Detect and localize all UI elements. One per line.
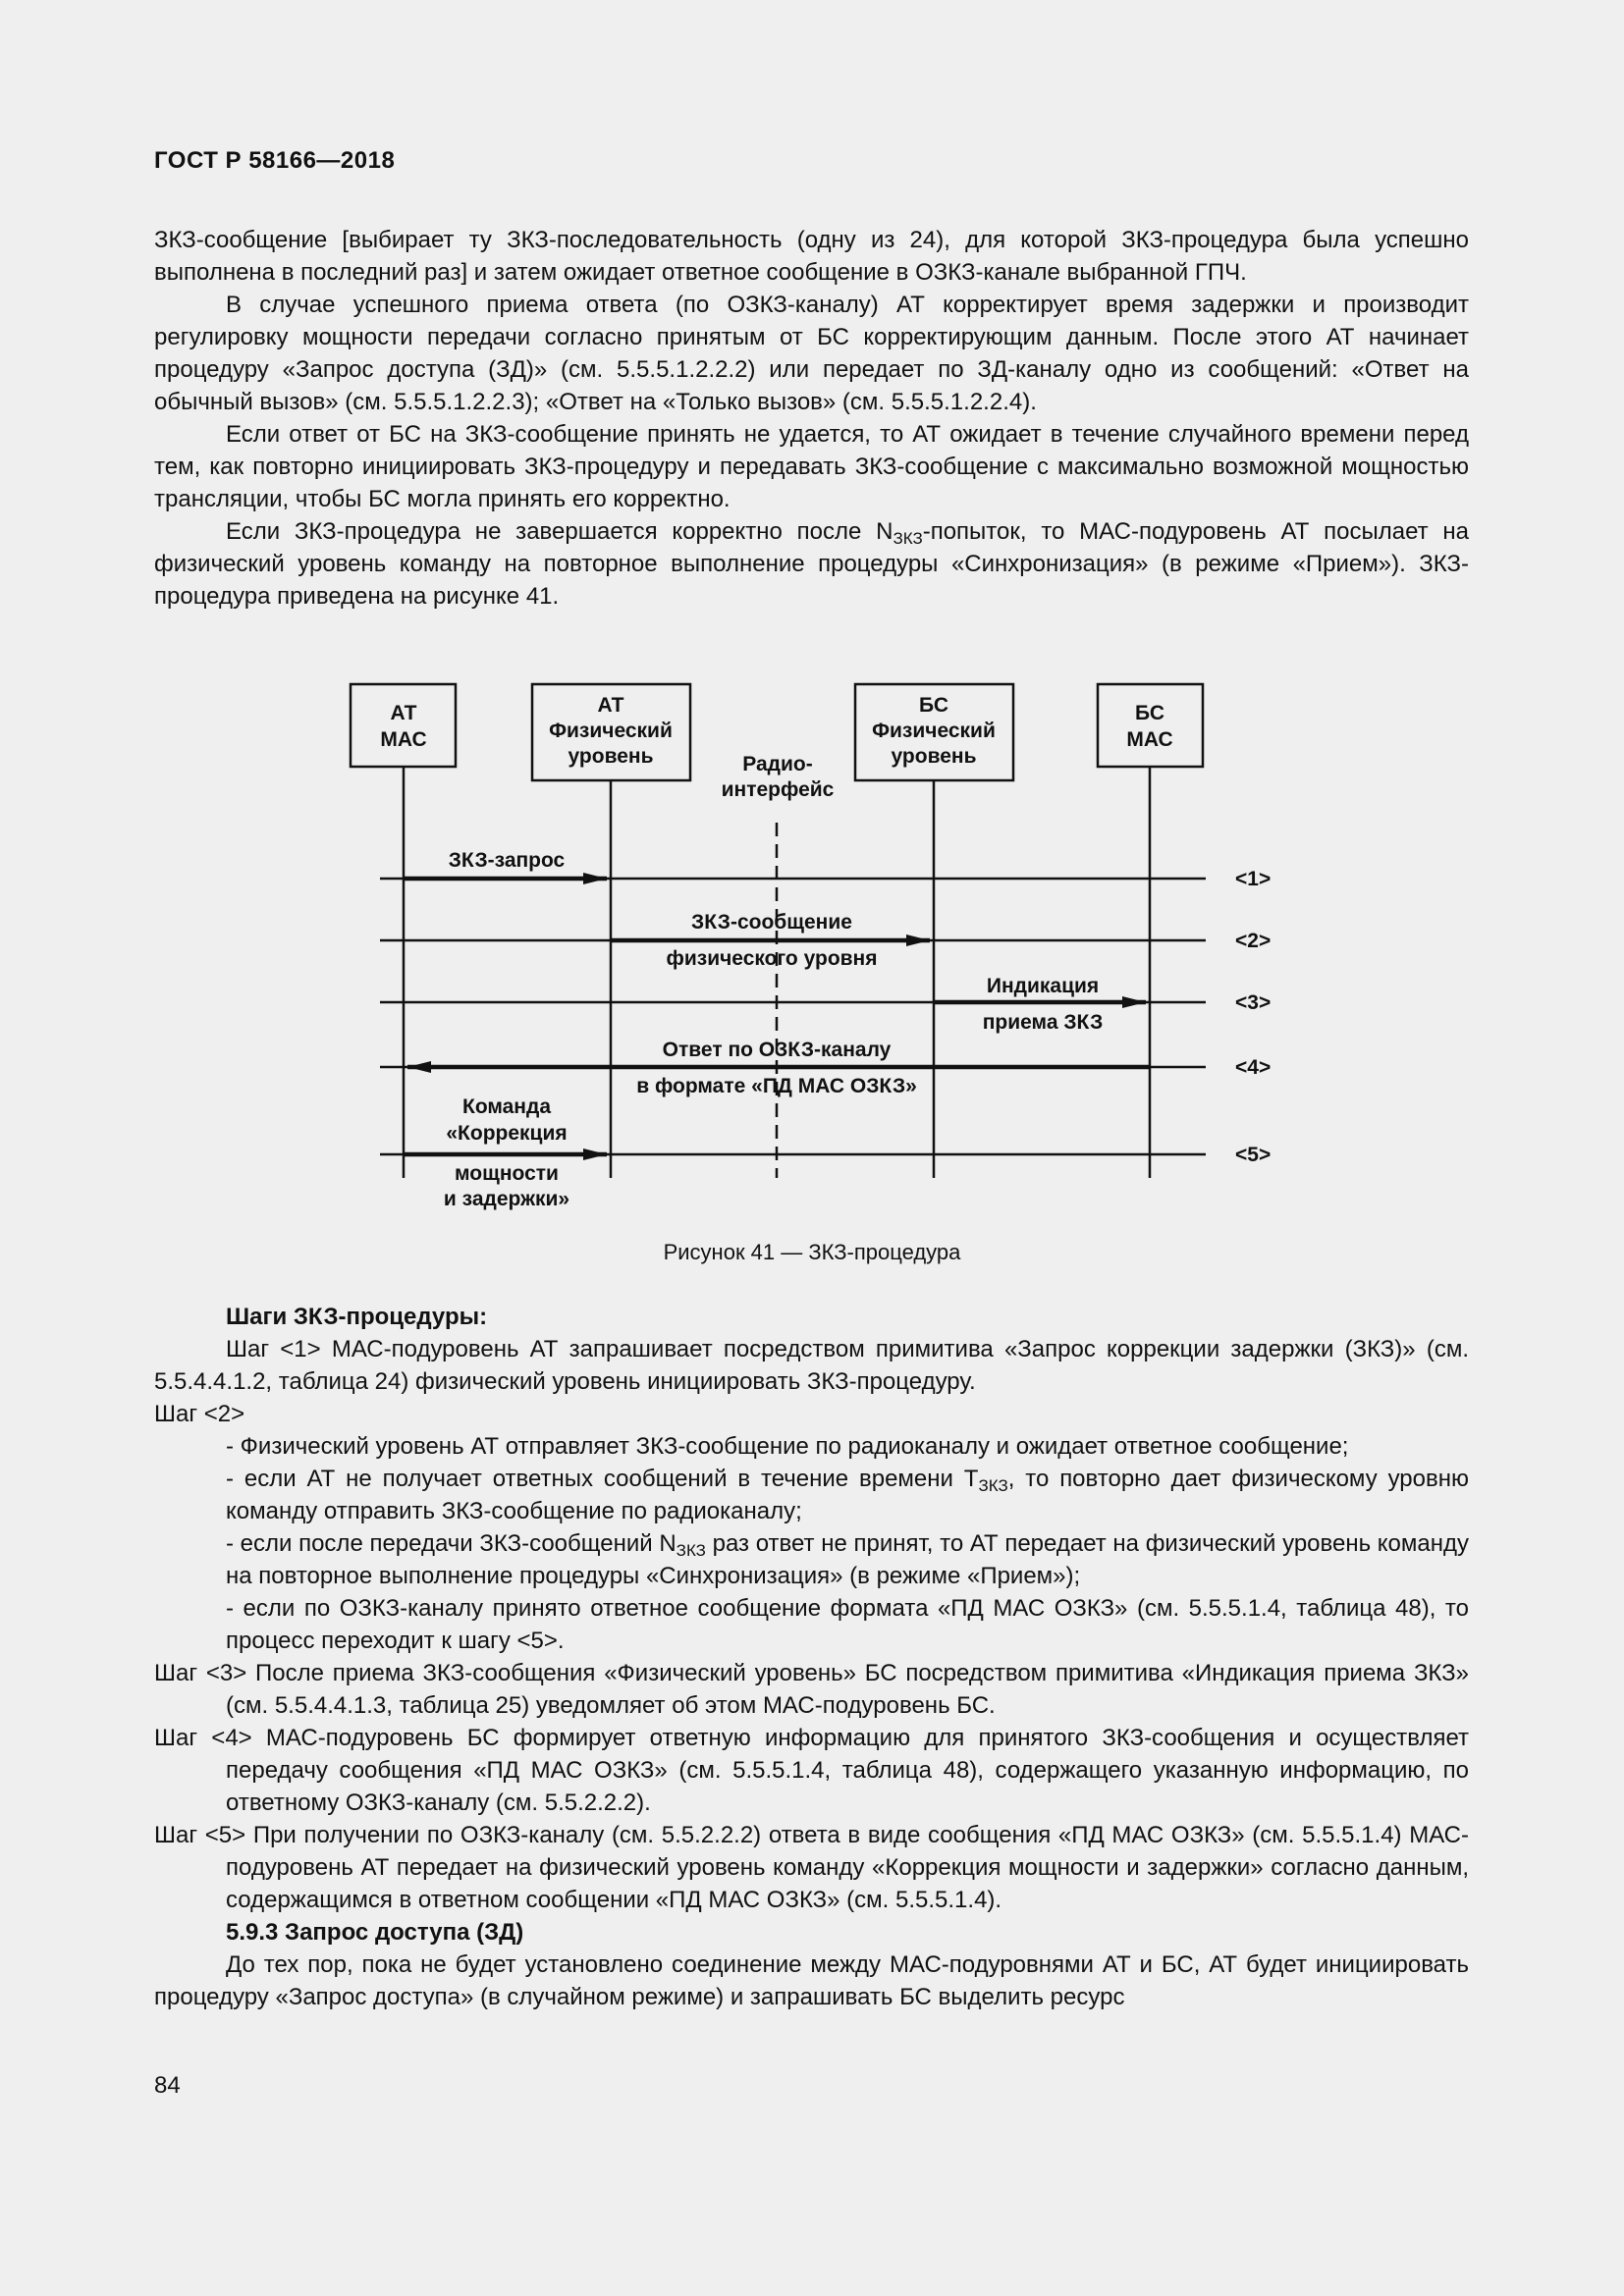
steps-text — [154, 1301, 1469, 2013]
entity-label: уровень — [891, 745, 977, 768]
step-item: Шаг <4> МАС-подуровень БС формирует ответную информацию для принятого ЗКЗ-сообщения и осуществляет передачу сообщения «ПД МАС ОЗКЗ» (см. 5.5.5.1.4, таблица 48), содержащего указанную информацию, по ответному ОЗКЗ-каналу (см. 5.5.2.2.2). — [154, 1725, 1469, 1816]
message-label: мощности — [455, 1162, 559, 1185]
entity-label: Физический — [549, 720, 673, 742]
step-item: Шаг <3> После приема ЗКЗ-сообщения «Физический уровень» БС посредством примитива «Индикация приема ЗКЗ» (см. 5.5.4.4.1.3, таблица 25) уведомляет об этом МАС-подуровень БС. — [154, 1660, 1469, 1719]
step-item: Шаг <1> МАС-подуровень АТ запрашивает посредством примитива «Запрос коррекции задержки (ЗКЗ)» (см. 5.5.4.4.1.2, таблица 24) физический уровень инициировать ЗКЗ-процедуру. — [154, 1336, 1469, 1395]
entity-label: МАС — [380, 728, 427, 751]
step-label: <4> — [1235, 1056, 1272, 1079]
message-label: и задержки» — [443, 1188, 570, 1210]
step-subitem: - если АТ не получает ответных сообщений в течение времени $Т_{ЗКЗ}$, то повторно дает физическому уровню команду отправить ЗКЗ-сообщение по радиоканалу; — [226, 1466, 1469, 1524]
section-title: 5.9.3 Запрос доступа (ЗД) — [226, 1919, 524, 1946]
paragraph: До тех пор, пока не будет установлено соединение между МАС-подуровнями АТ и БС, АТ будет инициировать процедуру «Запрос доступа» (в случайном режиме) и запрашивать БС выделить ресурс — [154, 1951, 1469, 2010]
entity-label: АТ — [390, 702, 417, 724]
document-header: ГОСТ Р 58166—2018 — [154, 147, 396, 174]
message-label: «Коррекция — [446, 1122, 568, 1145]
radio-interface-label: Радио- — [742, 753, 813, 775]
step-label: <2> — [1235, 930, 1272, 952]
step-label: <1> — [1235, 868, 1272, 890]
message-label: ЗКЗ-сообщение — [691, 911, 852, 934]
step-label: <5> — [1235, 1144, 1272, 1166]
page-number: 84 — [154, 2072, 181, 2099]
radio-interface-label: интерфейс — [721, 778, 835, 801]
step-label: <3> — [1235, 991, 1272, 1014]
entity-label: уровень — [568, 745, 654, 768]
message-label: Индикация — [986, 975, 1100, 997]
paragraph: Если ответ от БС на ЗКЗ-сообщение принять не удается, то АТ ожидает в течение случайного времени перед тем, как повторно инициировать ЗКЗ-процедуру и передавать ЗКЗ-сообщение с максимально возможной мощностью трансляции, чтобы БС могла принять его корректно. — [154, 421, 1469, 512]
message-label: в формате «ПД МАС ОЗКЗ» — [636, 1075, 917, 1097]
entity-label: БС — [919, 694, 948, 717]
paragraph: В случае успешного приема ответа (по ОЗКЗ-каналу) АТ корректирует время задержки и производит регулировку мощности передачи согласно принятым от БС корректирующим данным. После этого АТ начинает процедуру «Запрос доступа (ЗД)» (см. 5.5.5.1.2.2.2) или передает по ЗД-каналу одно из сообщений: «Ответ на обычный вызов» (см. 5.5.5.1.2.2.3); «Ответ на «Только вызов» (см. 5.5.5.1.2.2.4). — [154, 292, 1469, 415]
step-subitem: - если после передачи ЗКЗ-сообщений $N_{ЗКЗ}$ раз ответ не принят, то АТ передает на физический уровень команду на повторное выполнение процедуры «Синхронизация» (в режиме «Прием»); — [226, 1530, 1469, 1589]
entity-label: АТ — [597, 694, 624, 717]
entity-box-at-mac — [351, 684, 456, 767]
step-item: Шаг <2> — [154, 1401, 245, 1427]
entity-label: Физический — [872, 720, 996, 742]
step-item: Шаг <5> При получении по ОЗКЗ-каналу (см. 5.5.2.2.2) ответа в виде сообщения «ПД МАС ОЗКЗ» (см. 5.5.5.1.4) МАС-подуровень АТ передает на физический уровень команду «Коррекция мощности и задержки» согласно данным, содержащимся в ответном сообщении «ПД МАС ОЗКЗ» (см. 5.5.5.1.4). — [154, 1822, 1469, 1913]
message-label: ЗКЗ-запрос — [448, 849, 566, 872]
paragraph: Если ЗКЗ-процедура не завершается корректно после $N_{ЗКЗ}$-попыток, то МАС-подуровень АТ посылает на физический уровень команду на повторное выполнение процедуры «Синхронизация» (в режиме «Прием»). ЗКЗ-процедура приведена на рисунке 41. — [154, 518, 1469, 610]
entity-box-bs-mac — [1098, 684, 1203, 767]
entity-label: МАС — [1126, 728, 1173, 751]
step-subitem: - если по ОЗКЗ-каналу принято ответное сообщение формата «ПД МАС ОЗКЗ» (см. 5.5.5.1.4, таблица 48), то процесс переходит к шагу <5>. — [226, 1595, 1469, 1654]
message-label: приема ЗКЗ — [982, 1011, 1104, 1034]
figure-caption: Рисунок 41 — ЗКЗ-процедура — [663, 1240, 961, 1264]
message-label: физического уровня — [666, 947, 878, 970]
step-subitem: - Физический уровень АТ отправляет ЗКЗ-сообщение по радиоканалу и ожидает ответное сообщение; — [226, 1433, 1349, 1460]
message-label: Команда — [462, 1095, 551, 1118]
entity-label: БС — [1135, 702, 1164, 724]
steps-heading: Шаги ЗКЗ-процедуры: — [226, 1304, 488, 1330]
message-label: Ответ по ОЗКЗ-каналу — [662, 1039, 892, 1061]
paragraph: ЗКЗ-сообщение [выбирает ту ЗКЗ-последовательность (одну из 24), для которой ЗКЗ-процедура была успешно выполнена в последний раз] и затем ожидает ответное сообщение в ОЗКЗ-канале выбранной ГПЧ. — [154, 227, 1469, 286]
